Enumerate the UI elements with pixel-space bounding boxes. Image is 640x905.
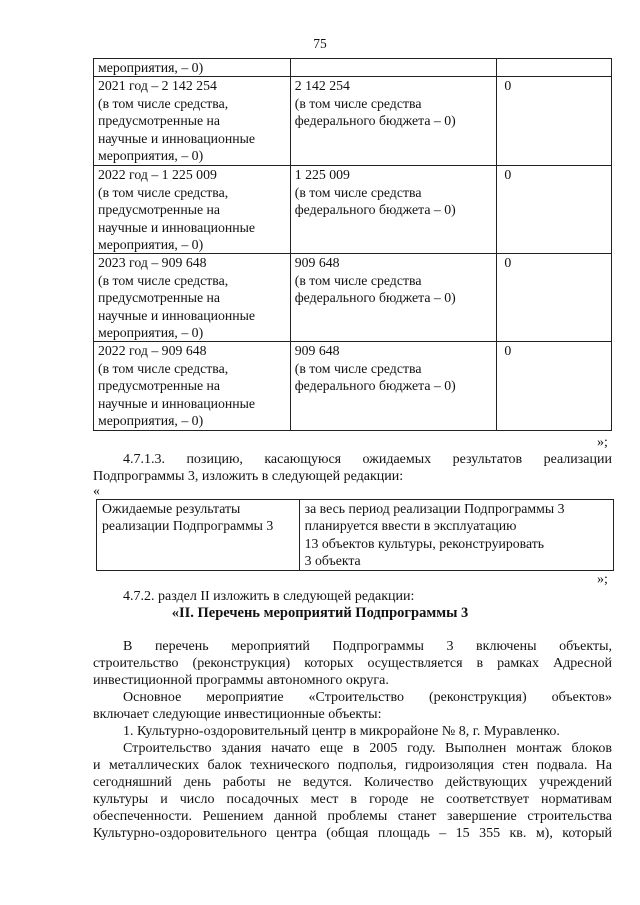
- page-number: 75: [313, 36, 327, 51]
- paragraph-line: инвестиционной программы автономного округа.: [93, 673, 389, 688]
- paragraph-line: В перечень мероприятий Подпрограммы 3 включены объекты,: [123, 639, 612, 654]
- table-row: [97, 500, 614, 571]
- table-cell: 2022 год – 909 648 (в том числе средства, предусмотренные на научные и инновационные мероприятия, – 0): [94, 342, 291, 430]
- paragraph-line: строительство (реконструкция) которых осуществляется в рамках Адресной: [93, 656, 612, 671]
- table-cell: 2023 год – 909 648 (в том числе средства, предусмотренные на научные и инновационные мероприятия, – 0): [94, 254, 291, 342]
- paragraph-line: Строительство здания начато еще в 2005 году. Выполнен монтаж блоков: [123, 741, 612, 756]
- paragraph-line: и металлических балок технического подполья, гидроизоляция стен подвала. На: [93, 758, 612, 773]
- opening-quote: «: [93, 484, 100, 499]
- paragraph-line: 4.7.2. раздел II изложить в следующей редакции:: [123, 589, 415, 604]
- list-item: 1. Культурно-оздоровительный центр в микрорайоне № 8, г. Муравленко.: [123, 724, 560, 739]
- table-cell: [290, 59, 497, 77]
- paragraph-line: 4.7.1.3. позицию, касающуюся ожидаемых результатов реализации: [123, 452, 612, 467]
- table-cell: 2 142 254 (в том числе средства федерального бюджета – 0): [290, 77, 497, 166]
- table-cell: 0: [497, 342, 612, 430]
- table-cell: 0: [497, 166, 612, 254]
- funding-table: [93, 58, 612, 431]
- table-cell: Ожидаемые результаты реализации Подпрограммы 3: [97, 500, 300, 571]
- table-cell: 1 225 009 (в том числе средства федерального бюджета – 0): [290, 166, 497, 254]
- table-cell: 909 648 (в том числе средства федерального бюджета – 0): [290, 254, 497, 342]
- paragraph-line: Основное мероприятие «Строительство (реконструкция) объектов»: [123, 690, 612, 705]
- table-cell: 2022 год – 1 225 009 (в том числе средства, предусмотренные на научные и инновационные мероприятия, – 0): [94, 166, 291, 254]
- table-cell: за весь период реализации Подпрограммы 3 планируется ввести в эксплуатацию 13 объектов культуры, реконструировать 3 объекта: [299, 500, 613, 571]
- table-row: [94, 59, 612, 77]
- table-row: [94, 254, 612, 342]
- paragraph-line: Подпрограммы 3, изложить в следующей редакции:: [93, 469, 404, 484]
- section-heading: «II. Перечень мероприятий Подпрограммы 3: [171, 605, 469, 621]
- closing-quote: »;: [597, 435, 608, 450]
- table-row: [94, 77, 612, 166]
- table-row: [94, 166, 612, 254]
- table-cell: 909 648 (в том числе средства федерального бюджета – 0): [290, 342, 497, 430]
- paragraph-line: Культурно-оздоровительного центра (общая площадь – 15 355 кв. м), который: [93, 826, 612, 841]
- table-cell: 0: [497, 254, 612, 342]
- table-cell: 0: [497, 77, 612, 166]
- results-table: [96, 499, 614, 571]
- paragraph-line: сегодняшний день работы не ведутся. Количество действующих учреждений: [93, 775, 612, 790]
- table-cell: [497, 59, 612, 77]
- table-cell: 2021 год – 2 142 254 (в том числе средства, предусмотренные на научные и инновационные мероприятия, – 0): [94, 77, 291, 166]
- table-row: [94, 342, 612, 430]
- paragraph-line: обеспеченности. Решением данной проблемы станет завершение строительства: [93, 809, 612, 824]
- paragraph-line: включает следующие инвестиционные объекты:: [93, 707, 382, 722]
- paragraph-line: культуры и число посадочных мест в городе не соответствует нормативам: [93, 792, 612, 807]
- table-cell: мероприятия, – 0): [94, 59, 291, 77]
- closing-quote: »;: [597, 572, 608, 587]
